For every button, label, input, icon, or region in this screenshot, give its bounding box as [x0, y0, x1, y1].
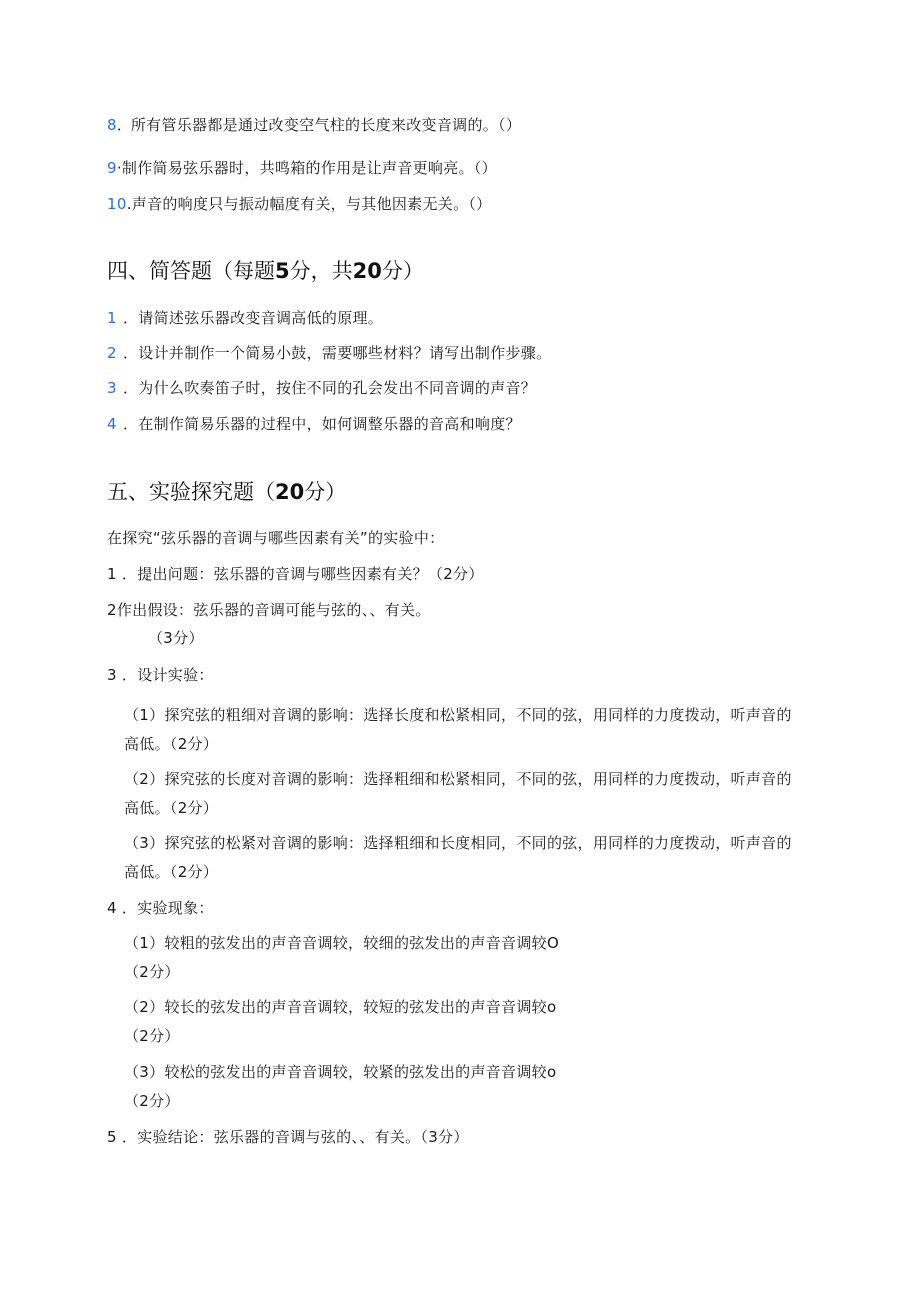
item-number: 8 [107, 116, 117, 134]
short-answer-item-1 [107, 308, 383, 328]
item-separator: . [126, 195, 132, 213]
experiment-q4-sub3: （3）较松的弦发出的声音音调较，较紧的弦发出的声音音调较o [124, 1063, 557, 1081]
item-separator: ． [116, 116, 133, 134]
judge-item-8 [107, 115, 521, 135]
short-answer-item-4 [107, 414, 521, 434]
heading-total: 20 [352, 259, 382, 283]
experiment-q1: 1 ．提出问题：弦乐器的音调与哪些因素有关？（2分） [107, 565, 484, 583]
item-number: 9 [107, 159, 117, 177]
experiment-q2: 2作出假设：弦乐器的音调可能与弦的、、有关。 [107, 601, 431, 619]
heading-text: 五、实验探究题（ [107, 480, 275, 504]
item-separator: · [116, 159, 122, 177]
experiment-q4-sub3-score: （2分） [124, 1092, 180, 1110]
item-text: ．设计并制作一个简易小鼓，需要哪些材料？请写出制作步骤。 [123, 344, 552, 362]
item-text: ．在制作简易乐器的过程中，如何调整乐器的音高和响度？ [123, 415, 521, 433]
experiment-q5: 5 ．实验结论：弦乐器的音调与弦的、、有关。（3分） [107, 1128, 469, 1146]
item-text: 制作简易弦乐器时，共鸣箱的作用是让声音更响亮。（） [121, 159, 497, 177]
experiment-q4: 4 ．实验现象： [107, 899, 214, 917]
short-answer-item-3 [107, 378, 536, 398]
experiment-q2-score: （3分） [148, 629, 204, 647]
experiment-q3-sub2 [124, 765, 794, 823]
heading-text: 四、简答题（每题 [107, 259, 275, 283]
item-number: 3 [107, 379, 117, 397]
heading-total: 20 [275, 480, 305, 504]
item-text: ．请简述弦乐器改变音调高低的原理。 [123, 309, 384, 327]
experiment-q4-sub2-score: （2分） [124, 1027, 180, 1045]
sub-item-text: （3）探究弦的松紧对音调的影响：选择粗细和长度相同，不同的弦，用同样的力度拨动，听声音的高低。（2分） [124, 834, 792, 881]
judge-item-9 [107, 158, 497, 178]
item-number: 2 [107, 344, 117, 362]
item-number: 1 [107, 309, 117, 327]
experiment-intro: 在探究“弦乐器的音调与哪些因素有关”的实验中： [107, 529, 445, 547]
item-text: 所有管乐器都是通过改变空气柱的长度来改变音调的。（） [130, 116, 522, 134]
sub-item-text: （2）探究弦的长度对音调的影响：选择粗细和松紧相同，不同的弦，用同样的力度拨动，听声音的高低。（2分） [124, 770, 792, 817]
item-number: 10 [107, 195, 127, 213]
experiment-q4-sub1: （1）较粗的弦发出的声音音调较，较细的弦发出的声音音调较O [124, 934, 560, 952]
item-text: 声音的响度只与振动幅度有关，与其他因素无关。（） [131, 195, 492, 213]
experiment-q4-sub2: （2）较长的弦发出的声音音调较，较短的弦发出的声音音调较o [124, 998, 557, 1016]
heading-text: 分） [381, 259, 424, 283]
short-answer-item-2 [107, 343, 551, 363]
heading-score: 5 [275, 259, 290, 283]
heading-text: 分） [304, 480, 347, 504]
judge-item-10 [107, 194, 491, 214]
sub-item-text: （1）探究弦的粗细对音调的影响：选择长度和松紧相同，不同的弦，用同样的力度拨动，听声音的高低。（2分） [124, 706, 792, 753]
item-number: 4 [107, 415, 117, 433]
experiment-q3: 3 ．设计实验： [107, 666, 214, 684]
section-heading-experiment [107, 478, 346, 506]
experiment-q3-sub1 [124, 701, 794, 759]
experiment-q3-sub3 [124, 829, 794, 887]
experiment-q4-sub1-score: （2分） [124, 963, 180, 981]
item-text: ．为什么吹奏笛子时，按住不同的孔会发出不同音调的声音？ [123, 379, 537, 397]
section-heading-short-answer [107, 257, 424, 285]
heading-text: 分，共 [289, 259, 353, 283]
